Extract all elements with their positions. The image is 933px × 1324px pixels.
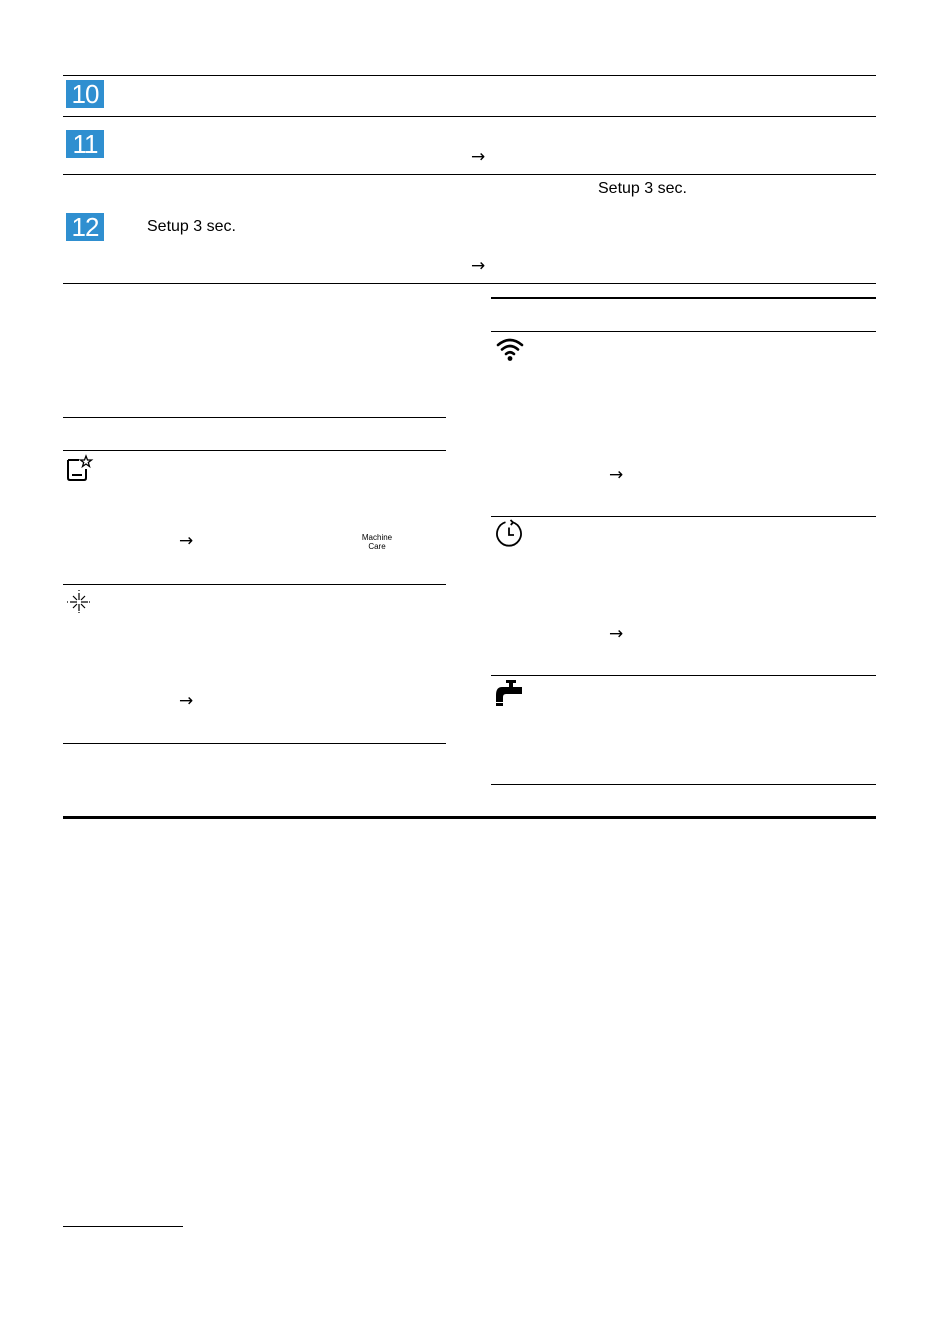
wifi-icon: [495, 336, 525, 362]
table-rule: [63, 174, 876, 175]
row-11-arrow: →: [471, 147, 486, 167]
timer-icon: [494, 519, 524, 549]
machine-care-button-label: [355, 533, 399, 551]
step-number-11: 11: [66, 130, 104, 158]
left-table-rule: [63, 584, 446, 585]
table-rule: [63, 283, 876, 284]
rinse-aid-arrow: →: [179, 691, 194, 711]
wifi-arrow: →: [609, 465, 624, 485]
left-table-rule: [63, 743, 446, 744]
machine-care-button-line1: Machine: [361, 533, 393, 542]
machine-care-arrow: →: [179, 531, 194, 551]
table-rule: [63, 75, 876, 76]
step-number-10: 10: [66, 80, 104, 108]
footnote-rule: [63, 1226, 183, 1227]
machine-care-icon: [64, 454, 94, 482]
step-number-12: 12: [66, 213, 104, 241]
right-table-rule: [491, 675, 876, 676]
rinse-aid-icon: [66, 589, 92, 615]
machine-care-button-line2: Care: [368, 542, 386, 551]
section-end-rule: [63, 816, 876, 819]
right-table-rule: [491, 784, 876, 785]
timer-arrow: →: [609, 624, 624, 644]
row-12-arrow: →: [471, 256, 486, 276]
left-table-rule: [63, 450, 446, 451]
table-rule: [63, 116, 876, 117]
right-table-rule: [491, 331, 876, 332]
setup-button-label-right: Setup 3 sec.: [598, 180, 687, 197]
right-table-header-rule: [491, 297, 876, 299]
setup-button-label-left: Setup 3 sec.: [147, 218, 236, 235]
water-tap-icon: [494, 679, 528, 707]
left-table-rule: [63, 417, 446, 418]
right-table-rule: [491, 516, 876, 517]
